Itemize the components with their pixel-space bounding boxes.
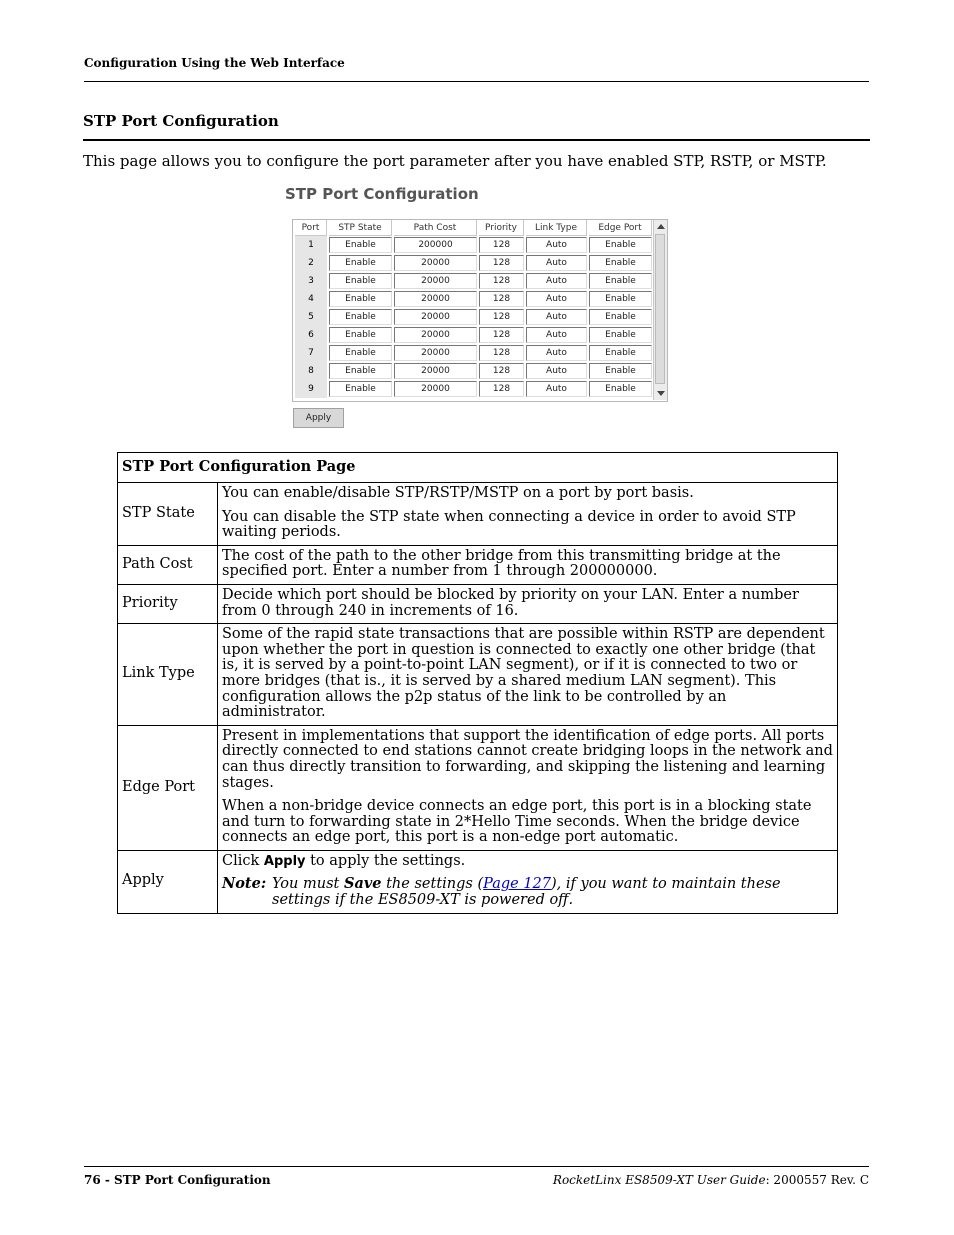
priority-cell [479,290,524,308]
grid-row [295,326,652,344]
path-cost-cell [394,236,477,254]
path-cost-field[interactable]: 20000 [394,309,477,325]
link-type-cell [526,380,587,398]
stp-state-cell [329,254,392,272]
link-type-cell [526,344,587,362]
link-type-field[interactable]: Auto [526,255,587,271]
path-cost-cell [394,272,477,290]
priority-cell [479,254,524,272]
stp-state-field[interactable]: Enable [329,363,392,379]
path-cost-cell [394,380,477,398]
link-type-field[interactable]: Auto [526,363,587,379]
edge-port-cell [589,344,652,362]
path-cost-field[interactable]: 200000 [394,237,477,253]
priority-cell [479,344,524,362]
priority-cell [479,308,524,326]
stp-state-field[interactable]: Enable [329,237,392,253]
def-apply [218,850,838,913]
path-cost-cell [394,362,477,380]
grid-row [295,344,652,362]
edge-port-field[interactable]: Enable [589,327,652,343]
grid-header-row [295,220,652,236]
priority-field[interactable]: 128 [479,273,524,289]
stp-state-field[interactable]: Enable [329,381,392,397]
footer-guide-title: RocketLinx ES8509-XT User Guide [552,1173,766,1187]
grid-row [295,380,652,398]
priority-field[interactable]: 128 [479,327,524,343]
grid-scrollbar[interactable] [653,220,667,400]
priority-cell [479,326,524,344]
grid-row [295,254,652,272]
priority-cell [479,362,524,380]
description-table [117,452,838,914]
apply-word: Apply [263,853,306,869]
edge-port-field[interactable]: Enable [589,309,652,325]
row-edge-port [118,725,838,850]
term-path-cost: Path Cost [118,545,218,584]
stp-state-field[interactable]: Enable [329,291,392,307]
def-stp-state-p1: You can enable/disable STP/RSTP/MSTP on a port by port basis. [222,485,694,501]
port-config-table [293,220,654,398]
apply-click-text: Click [222,852,260,869]
footer-guide-label [553,1173,869,1187]
stp-state-cell [329,272,392,290]
stp-state-cell [329,236,392,254]
row-priority [118,584,838,623]
port-number-cell: 9 [295,380,327,398]
def-path-cost-p1: The cost of the path to the other bridge from this transmitting bridge at the specified port. Enter a number from 1 through 200000000. [222,547,781,580]
section-title: STP Port Configuration [83,112,279,130]
grid-row [295,362,652,380]
stp-state-cell [329,326,392,344]
link-type-cell [526,326,587,344]
stp-state-field[interactable]: Enable [329,309,392,325]
path-cost-field[interactable]: 20000 [394,255,477,271]
scroll-down-arrow-icon[interactable] [657,391,665,396]
note-label: Note: [222,875,267,893]
running-header: Configuration Using the Web Interface [84,56,345,70]
row-stp-state [118,483,838,546]
term-link-type: Link Type [118,624,218,726]
port-number-cell: 1 [295,236,327,254]
apply-button[interactable]: Apply [293,408,344,428]
stp-state-cell [329,344,392,362]
grid-body [295,236,652,398]
stp-state-cell [329,308,392,326]
path-cost-cell [394,344,477,362]
note-part-b: the settings ( [386,876,484,893]
port-config-grid [292,219,668,402]
note-part-a: You must [272,876,340,893]
col-stp-state: STP State [329,220,392,236]
edge-port-field[interactable]: Enable [589,273,652,289]
edge-port-field[interactable]: Enable [589,237,652,253]
footer-page-label: 76 - STP Port Configuration [84,1173,271,1187]
description-table-heading: STP Port Configuration Page [118,453,838,483]
priority-cell [479,272,524,290]
priority-field[interactable]: 128 [479,345,524,361]
link-type-cell [526,290,587,308]
term-edge-port: Edge Port [118,725,218,850]
link-type-field[interactable]: Auto [526,345,587,361]
link-type-field[interactable]: Auto [526,309,587,325]
def-priority [218,584,838,623]
link-type-cell [526,272,587,290]
edge-port-cell [589,290,652,308]
link-type-cell [526,362,587,380]
row-path-cost [118,545,838,584]
stp-state-field[interactable]: Enable [329,327,392,343]
path-cost-field[interactable]: 20000 [394,381,477,397]
footer-rule [84,1166,869,1167]
priority-field[interactable]: 128 [479,363,524,379]
edge-port-cell [589,362,652,380]
path-cost-field[interactable]: 20000 [394,327,477,343]
row-link-type [118,624,838,726]
scroll-thumb[interactable] [655,234,665,384]
grid-row [295,308,652,326]
term-priority: Priority [118,584,218,623]
def-link-type-p1: Some of the rapid state transactions that are possible within RSTP are dependent upon whether the port in question is connected to exactly one other bridge (that is, it is served by a point-to-point LAN segment), or if it is connected to two or more bridges (that is., it is served by a shared medium LAN segment). This configuration allows the p2p status of the link to be controlled by an administrator. [222,626,825,721]
stp-state-cell [329,380,392,398]
def-stp-state [218,483,838,546]
port-number-cell: 4 [295,290,327,308]
priority-field[interactable]: 128 [479,237,524,253]
def-link-type [218,624,838,726]
port-number-cell: 2 [295,254,327,272]
edge-port-field[interactable]: Enable [589,381,652,397]
grid-row [295,290,652,308]
term-stp-state: STP State [118,483,218,546]
edge-port-cell [589,272,652,290]
edge-port-cell [589,380,652,398]
apply-note [222,876,833,908]
path-cost-field[interactable]: 20000 [394,345,477,361]
def-path-cost [218,545,838,584]
apply-rest-text: to apply the settings. [310,852,466,869]
stp-state-field[interactable]: Enable [329,255,392,271]
path-cost-field[interactable]: 20000 [394,291,477,307]
stp-state-field[interactable]: Enable [329,273,392,289]
col-path-cost: Path Cost [394,220,477,236]
link-type-field[interactable]: Auto [526,381,587,397]
path-cost-field[interactable]: 20000 [394,363,477,379]
page-127-link[interactable]: Page 127 [483,876,552,893]
header-rule [84,81,869,82]
path-cost-cell [394,290,477,308]
def-edge-port-p1: Present in implementations that support the identification of edge ports. All ports directly connected to end stations cannot create bridging loops in the network and can thus directly transition to forwarding, and skipping the listening and learning stages. [222,727,833,791]
priority-cell [479,380,524,398]
col-edge-port: Edge Port [589,220,652,236]
stp-state-cell [329,362,392,380]
port-number-cell: 8 [295,362,327,380]
link-type-field[interactable]: Auto [526,291,587,307]
grid-row [295,272,652,290]
link-type-field[interactable]: Auto [526,237,587,253]
def-apply-p1 [222,854,833,870]
edge-port-cell [589,254,652,272]
path-cost-cell [394,254,477,272]
path-cost-cell [394,326,477,344]
stp-state-cell [329,290,392,308]
screenshot-title: STP Port Configuration [285,185,479,203]
stp-state-field[interactable]: Enable [329,345,392,361]
path-cost-field[interactable]: 20000 [394,273,477,289]
def-priority-p1: Decide which port should be blocked by priority on your LAN. Enter a number from 0 through 240 in increments of 16. [222,586,799,619]
port-number-cell: 3 [295,272,327,290]
def-stp-state-p2: You can disable the STP state when connecting a device in order to avoid STP waiting periods. [222,508,796,541]
section-rule [83,139,870,141]
col-link-type: Link Type [526,220,587,236]
edge-port-field[interactable]: Enable [589,363,652,379]
term-apply: Apply [118,850,218,913]
priority-cell [479,236,524,254]
footer-guide-rev: : 2000557 Rev. C [765,1173,869,1187]
edge-port-cell [589,236,652,254]
edge-port-field[interactable]: Enable [589,291,652,307]
priority-field[interactable]: 128 [479,381,524,397]
note-part-c: ), if you want to maintain these settings if the ES8509-XT is powered off. [272,876,781,909]
edge-port-cell [589,326,652,344]
def-edge-port-p2: When a non-bridge device connects an edge port, this port is in a blocking state and turn to forwarding state in 2*Hello Time seconds. When the bridge device connects an edge port, this port is a non-edge port automatic. [222,798,812,846]
def-edge-port [218,725,838,850]
col-priority: Priority [479,220,524,236]
port-number-cell: 7 [295,344,327,362]
note-text [272,876,833,908]
link-type-cell [526,236,587,254]
priority-field[interactable]: 128 [479,291,524,307]
scroll-up-arrow-icon[interactable] [657,224,665,229]
priority-field[interactable]: 128 [479,309,524,325]
intro-paragraph: This page allows you to configure the port parameter after you have enabled STP, RSTP, or MSTP. [83,152,827,170]
col-port: Port [295,220,327,236]
edge-port-field[interactable]: Enable [589,255,652,271]
note-save-word: Save [343,875,382,893]
port-number-cell: 5 [295,308,327,326]
port-number-cell: 6 [295,326,327,344]
edge-port-field[interactable]: Enable [589,345,652,361]
link-type-cell [526,254,587,272]
edge-port-cell [589,308,652,326]
path-cost-cell [394,308,477,326]
link-type-field[interactable]: Auto [526,273,587,289]
link-type-field[interactable]: Auto [526,327,587,343]
grid-row [295,236,652,254]
link-type-cell [526,308,587,326]
priority-field[interactable]: 128 [479,255,524,271]
row-apply [118,850,838,913]
